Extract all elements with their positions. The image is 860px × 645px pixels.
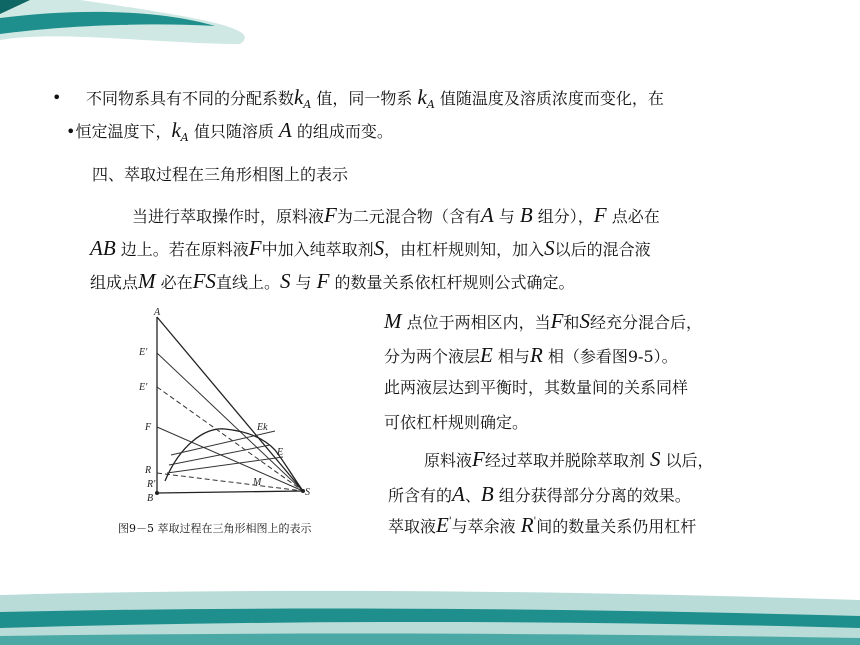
label-r: R — [145, 465, 152, 476]
symbol-a: A — [278, 118, 292, 142]
paragraph-line-1 — [86, 86, 664, 112]
right-line-6 — [388, 483, 691, 507]
k-symbol: k — [417, 85, 427, 109]
label-e: E — [277, 447, 284, 458]
k-symbol: k — [171, 118, 181, 142]
label-b: B — [147, 493, 154, 504]
text: 值只随溶质 — [188, 122, 279, 141]
symbol-f: F — [472, 447, 485, 471]
symbol-r: R — [520, 513, 534, 537]
right-line-1 — [384, 310, 702, 334]
k-symbol: k — [294, 85, 304, 109]
label-f: F — [145, 422, 152, 433]
text: 原料液 — [424, 451, 473, 470]
text: 边上。若在原料液 — [115, 240, 249, 259]
label-e-prime: E' — [139, 382, 148, 393]
edge-bs — [157, 491, 303, 493]
edge-as — [157, 317, 303, 491]
right-line-5 — [424, 448, 714, 472]
symbol-s: S — [579, 309, 590, 333]
text: 与 — [290, 273, 317, 292]
symbol-s: S — [649, 447, 661, 471]
text: 与萃余液 — [451, 517, 521, 536]
symbol-s: S — [544, 236, 555, 260]
text: 组成点 — [90, 273, 139, 292]
text: 相（参看图9-5）。 — [542, 347, 678, 366]
right-line-4: 可依杠杆规则确定。 — [384, 413, 529, 432]
paragraph-line-3 — [132, 204, 660, 228]
subscript-a: A — [180, 131, 189, 144]
paragraph-line-2 — [66, 119, 393, 145]
subscript-a: A — [426, 98, 435, 111]
text: 的数量关系依杠杆规则公式确定。 — [329, 273, 575, 292]
symbol-ab: AB — [90, 236, 116, 260]
symbol-r: R — [529, 343, 543, 367]
right-line-2 — [384, 344, 678, 368]
paragraph-line-4 — [90, 237, 651, 261]
text: 所含有的 — [388, 486, 453, 505]
right-line-7 — [388, 514, 696, 541]
symbol-f: F — [316, 269, 330, 293]
symbol-m: M — [138, 269, 156, 293]
text: 值，同一物系 — [311, 89, 418, 108]
symbol-fs: FS — [192, 269, 216, 293]
prime-mark: ' — [533, 516, 537, 527]
text: 必在 — [155, 273, 193, 292]
symbol-e: E — [480, 343, 493, 367]
bullet-2: • — [66, 122, 76, 141]
text: 间的数量关系仍用杠杆 — [536, 517, 697, 536]
text: 恒定温度下， — [75, 122, 172, 141]
text: 的组成而变。 — [291, 122, 393, 141]
tie-line-2 — [167, 457, 283, 473]
text: 为二元混合物（含有 — [336, 207, 481, 226]
symbol-f: F — [248, 236, 262, 260]
label-m: M — [253, 477, 262, 488]
text: 经过萃取并脱除萃取剂 — [484, 451, 650, 470]
text: 中加入纯萃取剂 — [261, 240, 374, 259]
symbol-s: S — [279, 269, 291, 293]
text: 不同物系具有不同的分配系数 — [86, 89, 295, 108]
triangle-phase-diagram — [125, 305, 325, 515]
text: 分为两个液层 — [384, 347, 481, 366]
figure-caption: 图9－5 萃取过程在三角形相图上的表示 — [118, 522, 312, 535]
label-a: A — [154, 307, 161, 318]
text: 萃取液 — [388, 517, 437, 536]
symbol-f: F — [593, 203, 607, 227]
text: 组分获得部分分离的效果。 — [493, 486, 691, 505]
text: 以后， — [660, 451, 714, 470]
paragraph-line-5 — [90, 270, 575, 294]
symbol-a: A — [452, 482, 465, 506]
text: 值随温度及溶质浓度而变化，在 — [439, 89, 664, 108]
text: 经充分混合后， — [589, 313, 702, 332]
text: 点位于两相区内，当 — [401, 313, 551, 332]
symbol-e: E — [436, 513, 449, 537]
line-e-prime-s — [157, 387, 303, 491]
text: 直线上。 — [215, 273, 280, 292]
label-ek-prime: E' — [139, 347, 148, 358]
point-b — [155, 491, 159, 495]
bullet-1: • — [52, 88, 62, 107]
prime-mark: ' — [448, 516, 452, 527]
text: 与 — [493, 207, 520, 226]
label-s: S — [305, 487, 310, 498]
text: 和 — [563, 313, 580, 332]
label-ek: Ek — [257, 422, 268, 433]
separator: 、 — [464, 486, 481, 505]
text: 点必在 — [606, 207, 660, 226]
symbol-m: M — [384, 309, 402, 333]
symbol-b: B — [480, 482, 494, 506]
text: 相与 — [492, 347, 530, 366]
text: 组分）， — [532, 207, 594, 226]
symbol-a: A — [480, 203, 494, 227]
symbol-f: F — [550, 309, 564, 333]
label-r-prime: R' — [147, 479, 156, 490]
right-line-3: 此两液层达到平衡时，其数量间的关系同样 — [384, 378, 689, 397]
symbol-s: S — [373, 236, 385, 260]
tie-line-1 — [169, 445, 270, 465]
subscript-a: A — [303, 98, 312, 111]
text: ，由杠杆规则知，加入 — [384, 240, 545, 259]
symbol-b: B — [519, 203, 533, 227]
text: 当进行萃取操作时，原料液 — [132, 207, 325, 226]
symbol-f: F — [324, 203, 337, 227]
line-ek-s — [157, 353, 303, 491]
section-heading: 四、萃取过程在三角形相图上的表示 — [92, 165, 349, 184]
text: 以后的混合液 — [554, 240, 651, 259]
